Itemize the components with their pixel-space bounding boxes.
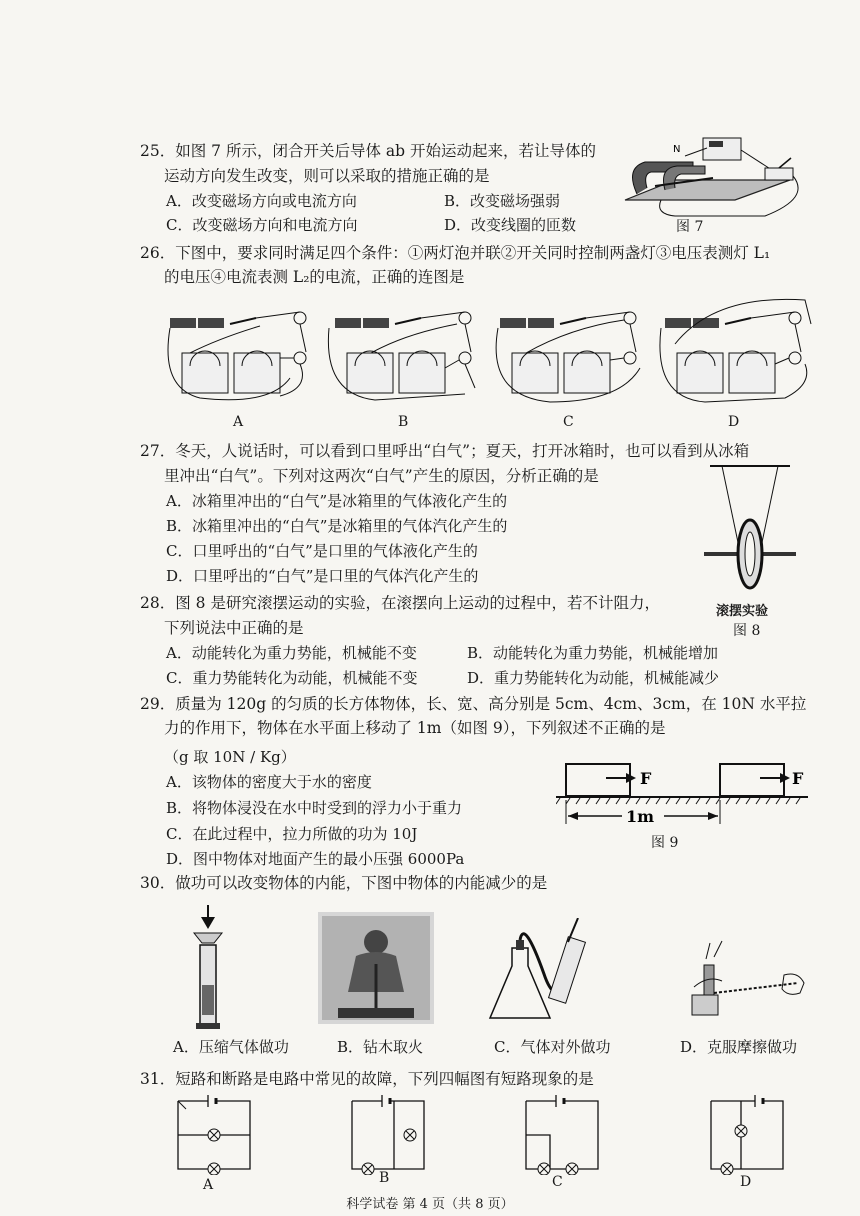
q25-option-a: A．改变磁场方向或电流方向 <box>166 192 357 210</box>
q30-image-b-drilling-wood <box>318 912 434 1024</box>
q31-circuit-b <box>346 1095 430 1175</box>
q29-line1: 29．质量为 120g 的匀质的长方体物体，长、宽、高分别是 5cm、4cm、3cm，在 10N 水平拉 <box>140 695 807 713</box>
q27-line1: 27．冬天，人说话时，可以看到口里呼出“白气”；夏天，打开冰箱时，也可以看到从冰箱 <box>140 442 750 460</box>
q30-image-a-air-piston <box>188 905 228 1031</box>
figure-7-caption: 图 7 <box>676 219 704 235</box>
q31-label-c: C <box>552 1174 563 1190</box>
q28-line1: 28．图 8 是研究滚摆运动的实验，在滚摆向上运动的过程中，若不计阻力， <box>140 594 660 612</box>
q28-option-b: B．动能转化为重力势能，机械能增加 <box>467 644 719 662</box>
q26-circuit-d <box>655 294 815 408</box>
figure-8-maxwell-wheel <box>700 462 800 600</box>
q26-circuit-c <box>490 298 650 408</box>
q25-option-d: D．改变线圈的匝数 <box>444 216 577 234</box>
q29-gravity-note: （g 取 10N / Kg） <box>164 748 296 766</box>
q27-option-b: B．冰箱里冲出的“白气”是冰箱里的气体汽化产生的 <box>166 517 508 535</box>
q29-line2: 力的作用下，物体在水平面上移动了 1m（如图 9），下列叙述不正确的是 <box>164 719 666 737</box>
q27-option-d: D．口里呼出的“白气”是口里的气体汽化产生的 <box>166 567 479 585</box>
page-footer: 科学试卷 第 4 页（共 8 页） <box>346 1197 514 1212</box>
figure-9-caption: 图 9 <box>651 835 679 851</box>
figure-8-caption: 图 8 <box>733 623 761 639</box>
q26-label-d: D <box>728 414 740 430</box>
q28-option-c: C．重力势能转化为动能，机械能不变 <box>166 669 418 687</box>
magnet-n-label: N <box>673 144 681 155</box>
q27-option-c: C．口里呼出的“白气”是口里的气体液化产生的 <box>166 542 478 560</box>
q25-option-c: C．改变磁场方向和电流方向 <box>166 216 358 234</box>
q31-line1: 31．短路和断路是电路中常见的故障，下列四幅图有短路现象的是 <box>140 1070 594 1088</box>
figure-9-block-diagram <box>556 760 810 826</box>
q29-option-a: A．该物体的密度大于水的密度 <box>166 773 372 791</box>
distance-label: 1m <box>626 807 655 826</box>
q26-label-a: A <box>233 414 244 430</box>
q31-circuit-a <box>172 1095 256 1175</box>
q31-circuit-c <box>520 1095 604 1175</box>
q31-label-a: A <box>203 1177 214 1193</box>
force-label-right: F <box>792 769 804 788</box>
q30-caption-c: C．气体对外做功 <box>494 1038 611 1056</box>
q31-label-d: D <box>740 1174 752 1190</box>
q31-label-b: B <box>379 1170 390 1186</box>
q29-option-d: D．图中物体对地面产生的最小压强 6000Pa <box>166 850 465 868</box>
q28-option-a: A．动能转化为重力势能，机械能不变 <box>166 644 417 662</box>
q30-image-c-flask-pump <box>488 918 618 1028</box>
q28-option-d: D．重力势能转化为动能，机械能减少 <box>467 669 720 687</box>
q31-circuit-d <box>705 1095 789 1175</box>
q25-option-b: B．改变磁场强弱 <box>444 192 561 210</box>
q27-line2: 里冲出“白气”。下列对这两次“白气”产生的原因，分析正确的是 <box>164 467 599 485</box>
q26-label-b: B <box>398 414 409 430</box>
q30-caption-a: A．压缩气体做功 <box>173 1038 289 1056</box>
q28-line2: 下列说法中正确的是 <box>164 619 304 637</box>
figure-7-motor-apparatus <box>615 128 815 220</box>
q29-option-c: C．在此过程中，拉力所做的功为 10J <box>166 825 418 843</box>
q27-option-a: A．冰箱里冲出的“白气”是冰箱里的气体液化产生的 <box>166 492 508 510</box>
q26-label-c: C <box>563 414 574 430</box>
q25-line1: 25．如图 7 所示，闭合开关后导体 ab 开始运动起来，若让导体的 <box>140 142 596 160</box>
q26-circuit-a <box>160 298 320 408</box>
q29-option-b: B．将物体浸没在水中时受到的浮力小于重力 <box>166 799 463 817</box>
q30-image-d-rope-friction <box>688 935 808 1027</box>
figure-8-title: 滚摆实验 <box>716 604 769 619</box>
q26-circuit-b <box>325 298 485 408</box>
q30-line1: 30．做功可以改变物体的内能，下图中物体的内能减少的是 <box>140 874 548 892</box>
force-label-left: F <box>640 769 652 788</box>
q30-caption-d: D．克服摩擦做功 <box>680 1038 798 1056</box>
q26-line1: 26．下图中，要求同时满足四个条件：①两灯泡并联②开关同时控制两盏灯③电压表测灯 L₁ <box>140 244 771 262</box>
q30-caption-b: B．钻木取火 <box>337 1038 424 1056</box>
q25-line2: 运动方向发生改变，则可以采取的措施正确的是 <box>164 167 490 185</box>
q26-line2: 的电压④电流表测 L₂的电流，正确的连图是 <box>164 268 465 286</box>
